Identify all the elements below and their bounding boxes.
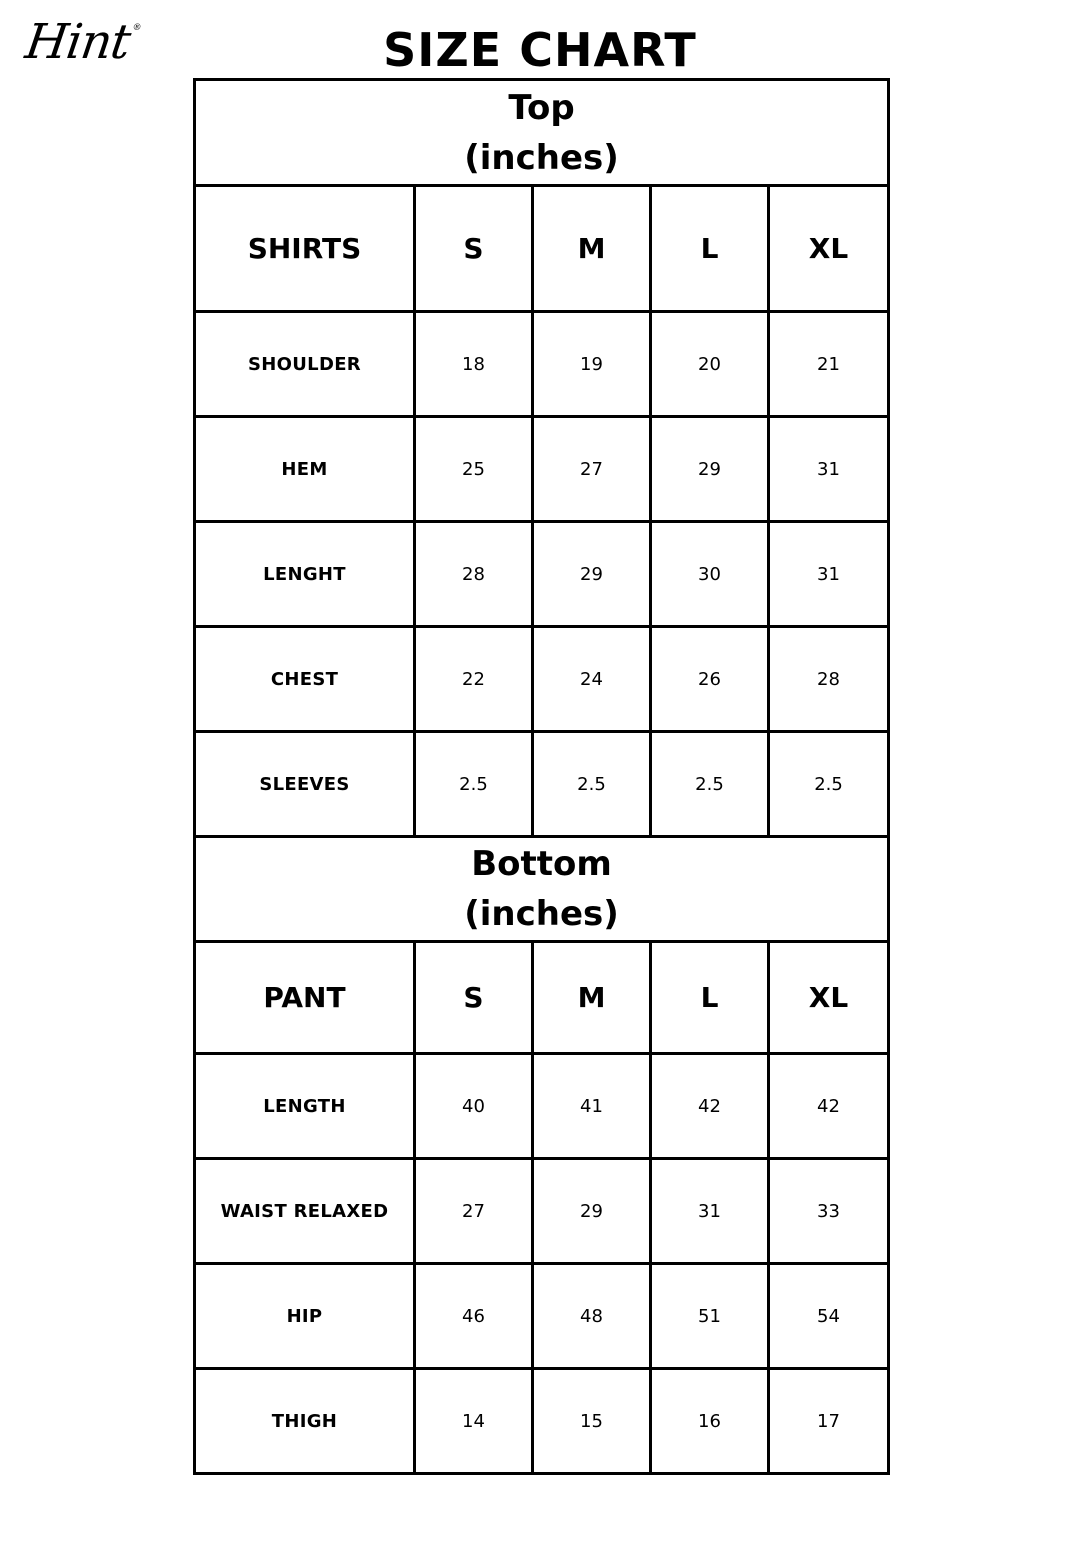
measurement-value: 31 (769, 522, 889, 627)
measurement-value: 28 (769, 627, 889, 732)
measurement-value: 25 (415, 417, 533, 522)
measurement-value: 15 (533, 1369, 651, 1474)
measurement-value: 31 (769, 417, 889, 522)
measurement-value: 21 (769, 312, 889, 417)
measurement-value: 27 (533, 417, 651, 522)
measurement-value: 24 (533, 627, 651, 732)
measurement-label: HEM (195, 417, 415, 522)
top-section-header (195, 80, 889, 186)
measurement-value: 26 (651, 627, 769, 732)
top-size-header: L (651, 186, 769, 312)
measurement-value: 54 (769, 1264, 889, 1369)
measurement-value: 33 (769, 1159, 889, 1264)
measurement-value: 16 (651, 1369, 769, 1474)
measurement-label: HIP (195, 1264, 415, 1369)
measurement-value: 46 (415, 1264, 533, 1369)
table-row (195, 1054, 889, 1159)
bottom-size-header: M (533, 942, 651, 1054)
brand-logo-text: Hint (22, 14, 134, 70)
measurement-value: 18 (415, 312, 533, 417)
measurement-value: 20 (651, 312, 769, 417)
top-size-header: S (415, 186, 533, 312)
bottom-category-label: PANT (195, 942, 415, 1054)
measurement-value: 42 (651, 1054, 769, 1159)
table-row (195, 417, 889, 522)
bottom-size-header: S (415, 942, 533, 1054)
table-row (195, 627, 889, 732)
table-row (195, 312, 889, 417)
top-size-header: M (533, 186, 651, 312)
measurement-value: 22 (415, 627, 533, 732)
measurement-value: 19 (533, 312, 651, 417)
bottom-section-header (195, 837, 889, 942)
measurement-value: 40 (415, 1054, 533, 1159)
measurement-value: 14 (415, 1369, 533, 1474)
measurement-value: 30 (651, 522, 769, 627)
registered-mark: ® (131, 23, 142, 33)
top-unit: (inches) (464, 137, 619, 178)
measurement-label: WAIST RELAXED (195, 1159, 415, 1264)
measurement-label: THIGH (195, 1369, 415, 1474)
measurement-value: 48 (533, 1264, 651, 1369)
measurement-value: 31 (651, 1159, 769, 1264)
top-section-title (195, 80, 889, 186)
table-row (195, 522, 889, 627)
top-category-label: SHIRTS (195, 186, 415, 312)
measurement-label: CHEST (195, 627, 415, 732)
measurement-label: SHOULDER (195, 312, 415, 417)
table-row (195, 1159, 889, 1264)
top-heading: Top (508, 87, 575, 128)
measurement-value: 2.5 (415, 732, 533, 837)
measurement-label: LENGHT (195, 522, 415, 627)
size-chart-table (193, 78, 890, 1475)
measurement-value: 27 (415, 1159, 533, 1264)
measurement-value: 42 (769, 1054, 889, 1159)
bottom-size-header: XL (769, 942, 889, 1054)
bottom-size-header: L (651, 942, 769, 1054)
bottom-section-title (195, 837, 889, 942)
measurement-value: 2.5 (533, 732, 651, 837)
top-column-header-row (195, 186, 889, 312)
measurement-value: 28 (415, 522, 533, 627)
measurement-value: 29 (533, 522, 651, 627)
top-size-header: XL (769, 186, 889, 312)
table-row (195, 1264, 889, 1369)
measurement-value: 41 (533, 1054, 651, 1159)
measurement-value: 29 (533, 1159, 651, 1264)
bottom-unit: (inches) (464, 894, 619, 934)
measurement-label: SLEEVES (195, 732, 415, 837)
measurement-value: 2.5 (651, 732, 769, 837)
measurement-value: 51 (651, 1264, 769, 1369)
bottom-heading: Bottom (471, 844, 612, 884)
measurement-value: 2.5 (769, 732, 889, 837)
table-row (195, 1369, 889, 1474)
measurement-label: LENGTH (195, 1054, 415, 1159)
bottom-column-header-row (195, 942, 889, 1054)
table-row (195, 732, 889, 837)
measurement-value: 29 (651, 417, 769, 522)
measurement-value: 17 (769, 1369, 889, 1474)
page-title: SIZE CHART (383, 23, 697, 77)
